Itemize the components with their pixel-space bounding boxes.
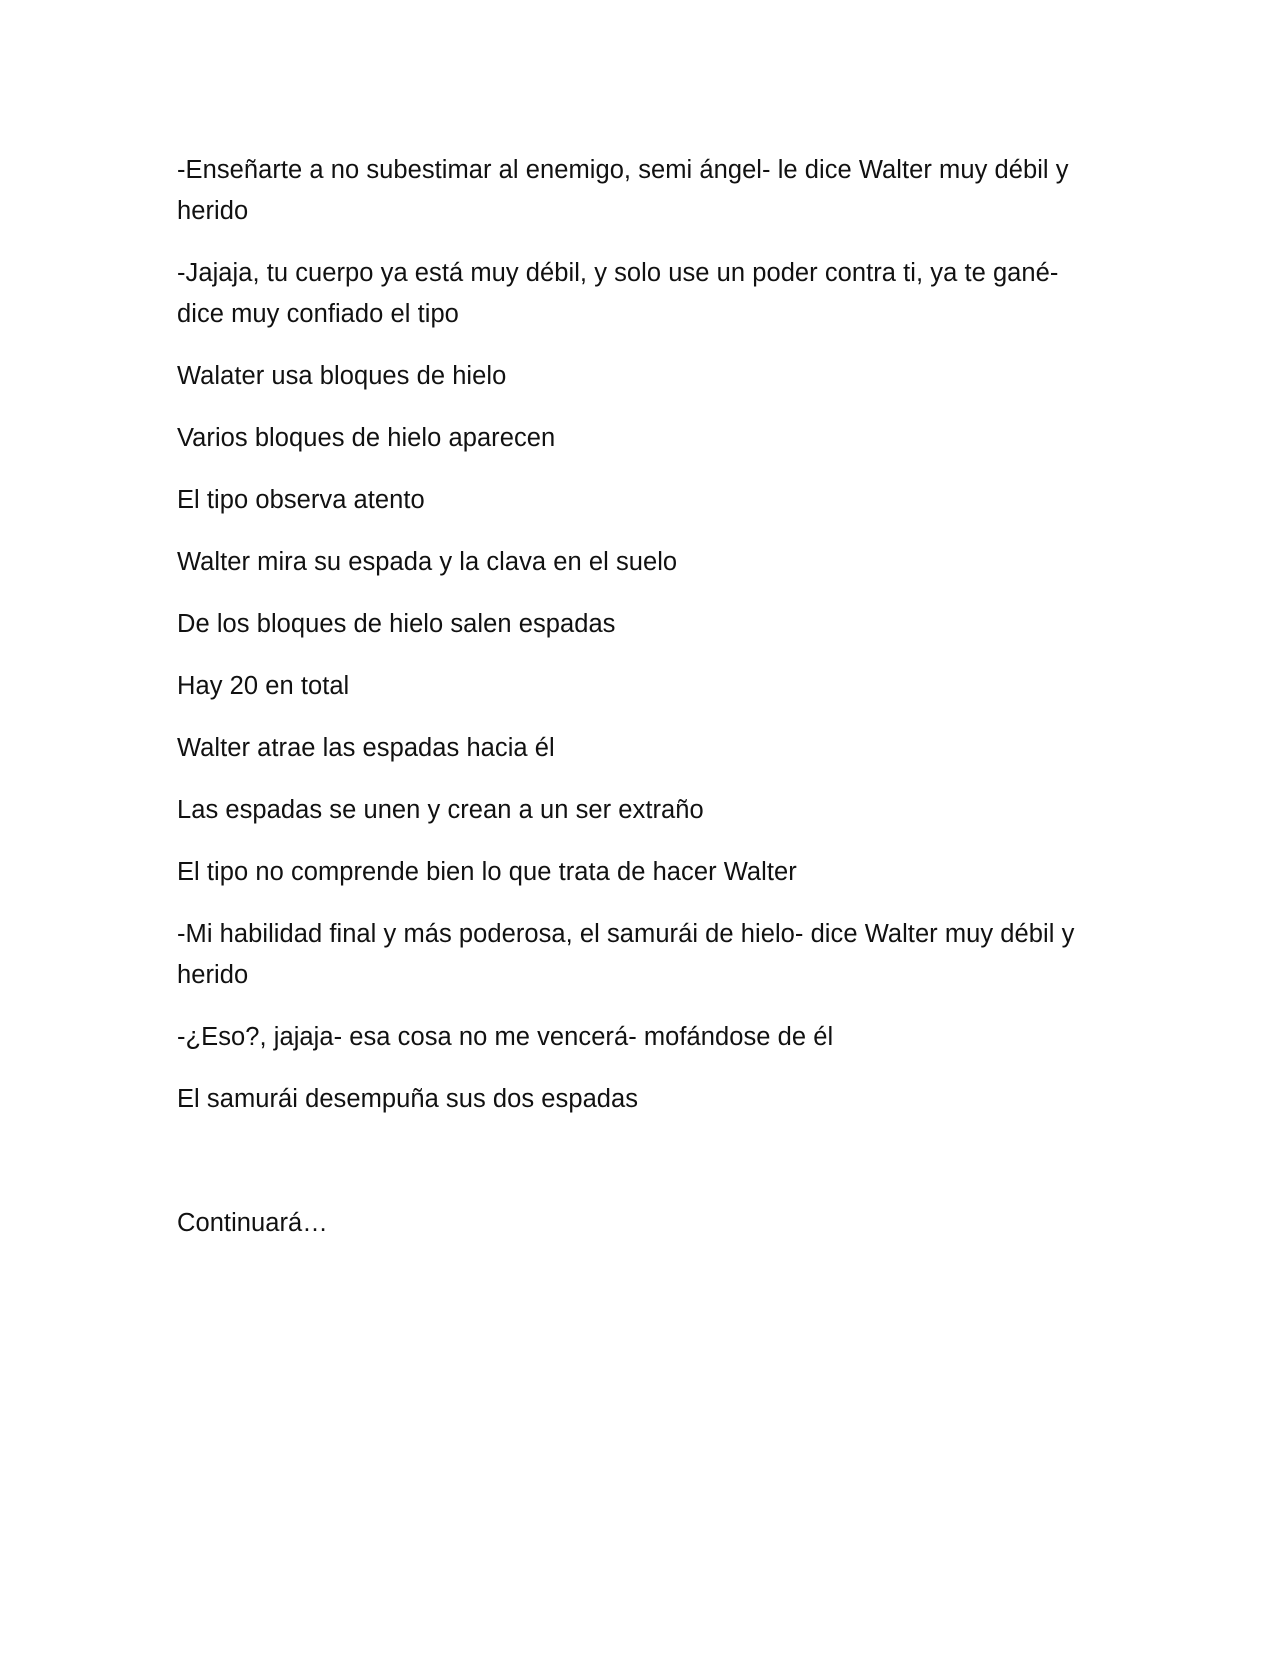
paragraph: -Mi habilidad final y más poderosa, el samurái de hielo- dice Walter muy débil y herido: [177, 920, 1075, 989]
paragraph: El tipo no comprende bien lo que trata de hacer Walter: [177, 858, 797, 886]
paragraph: Las espadas se unen y crean a un ser extraño: [177, 796, 704, 824]
paragraph: Walter mira su espada y la clava en el suelo: [177, 548, 678, 576]
paragraph: Walter atrae las espadas hacia él: [177, 734, 555, 762]
paragraph: El samurái desempuña sus dos espadas: [177, 1085, 639, 1113]
closing-line: Continuará…: [177, 1209, 328, 1237]
paragraph: De los bloques de hielo salen espadas: [177, 610, 616, 638]
paragraph: -¿Eso?, jajaja- esa cosa no me vencerá- mofándose de él: [177, 1023, 834, 1051]
paragraph: -Enseñarte a no subestimar al enemigo, semi ángel- le dice Walter muy débil y herido: [177, 156, 1069, 225]
paragraph: Hay 20 en total: [177, 672, 350, 700]
paragraph: Walater usa bloques de hielo: [177, 362, 507, 390]
blank-line: [177, 1141, 1097, 1203]
paragraph: Varios bloques de hielo aparecen: [177, 424, 556, 452]
paragraph: El tipo observa atento: [177, 486, 425, 514]
paragraph: -Jajaja, tu cuerpo ya está muy débil, y solo use un poder contra ti, ya te gané- dice muy confiado el tipo: [177, 259, 1059, 328]
document-body: [177, 150, 1097, 1265]
